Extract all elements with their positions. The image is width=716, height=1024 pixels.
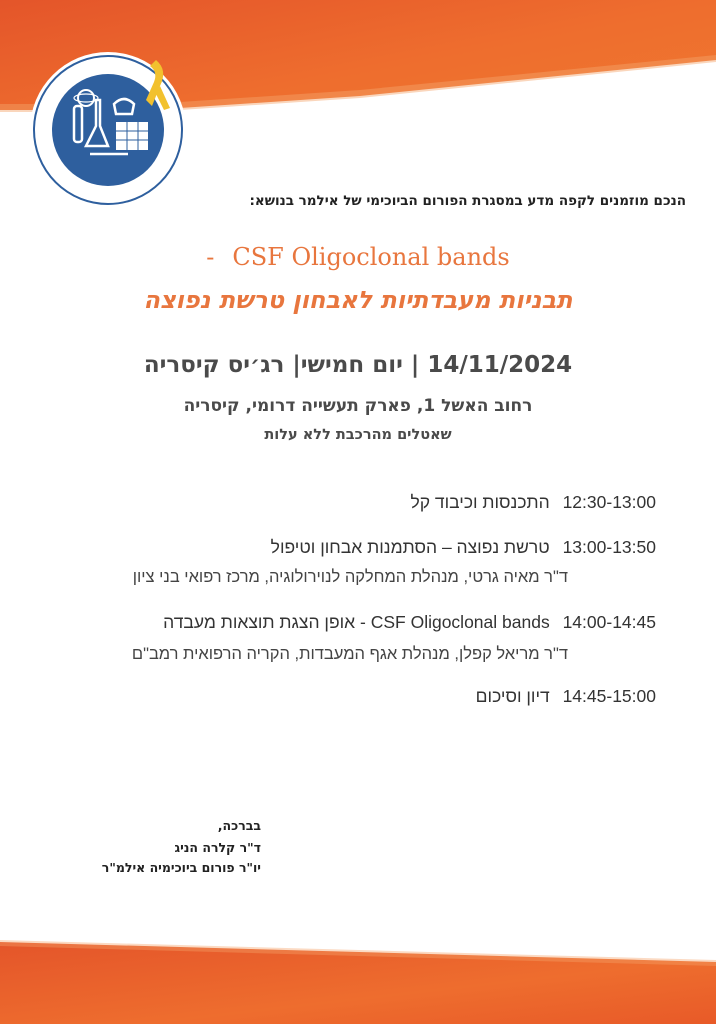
bottom-banner — [0, 924, 716, 1024]
event-date-venue: 14/11/2024 | יום חמישי| רג׳יס קיסריה — [143, 352, 573, 378]
signoff-greeting: בברכה, — [217, 818, 261, 833]
agenda-item — [163, 612, 656, 633]
signoff-name: ד"ר קלרה הניג — [174, 840, 261, 855]
title-english-text: CSF Oligoclonal bands — [232, 243, 510, 271]
agenda-item — [271, 537, 656, 558]
iscls-logo — [28, 50, 188, 210]
signoff-role: יו"ר פורום ביוכימיה אילמ"ר — [101, 860, 261, 875]
agenda-title: CSF Oligoclonal bands - אופן הצגת תוצאות מעבדה — [163, 612, 550, 632]
agenda-title: דיון וסיכום — [475, 686, 550, 706]
title-hebrew: תבניות מעבדתיות לאבחון טרשת נפוצה — [143, 286, 573, 314]
agenda-time: 14:00-14:45 — [562, 612, 656, 632]
agenda-item — [410, 492, 656, 513]
agenda-time: 14:45-15:00 — [562, 686, 656, 706]
shuttle-note: שאטלים מהרכבת ללא עלות — [264, 427, 452, 443]
event-address: רחוב האשל 1, פארק תעשייה דרומי, קיסריה — [183, 396, 533, 416]
agenda-title: התכנסות וכיבוד קל — [410, 492, 550, 512]
agenda-title: טרשת נפוצה – הסתמנות אבחון וטיפול — [270, 537, 550, 557]
signoff — [102, 816, 261, 878]
agenda-item — [476, 686, 656, 707]
intro-text: הנכם מוזמנים לקפה מדע במסגרת הפורום הביוכימי של אילמר בנושא: — [249, 193, 686, 209]
agenda-speaker: ד"ר מאיה גרטי, מנהלת המחלקה לנוירולוגיה, מרכז רפואי בני ציון — [132, 568, 568, 586]
agenda-speaker: ד"ר מריאל קפלן, מנהלת אגף המעבדות, הקריה הרפואית רמב"ם — [131, 645, 568, 663]
title-dash: - — [206, 243, 215, 271]
agenda-time: 12:30-13:00 — [562, 492, 656, 512]
title-english — [0, 243, 716, 271]
agenda-time: 13:00-13:50 — [562, 537, 656, 557]
